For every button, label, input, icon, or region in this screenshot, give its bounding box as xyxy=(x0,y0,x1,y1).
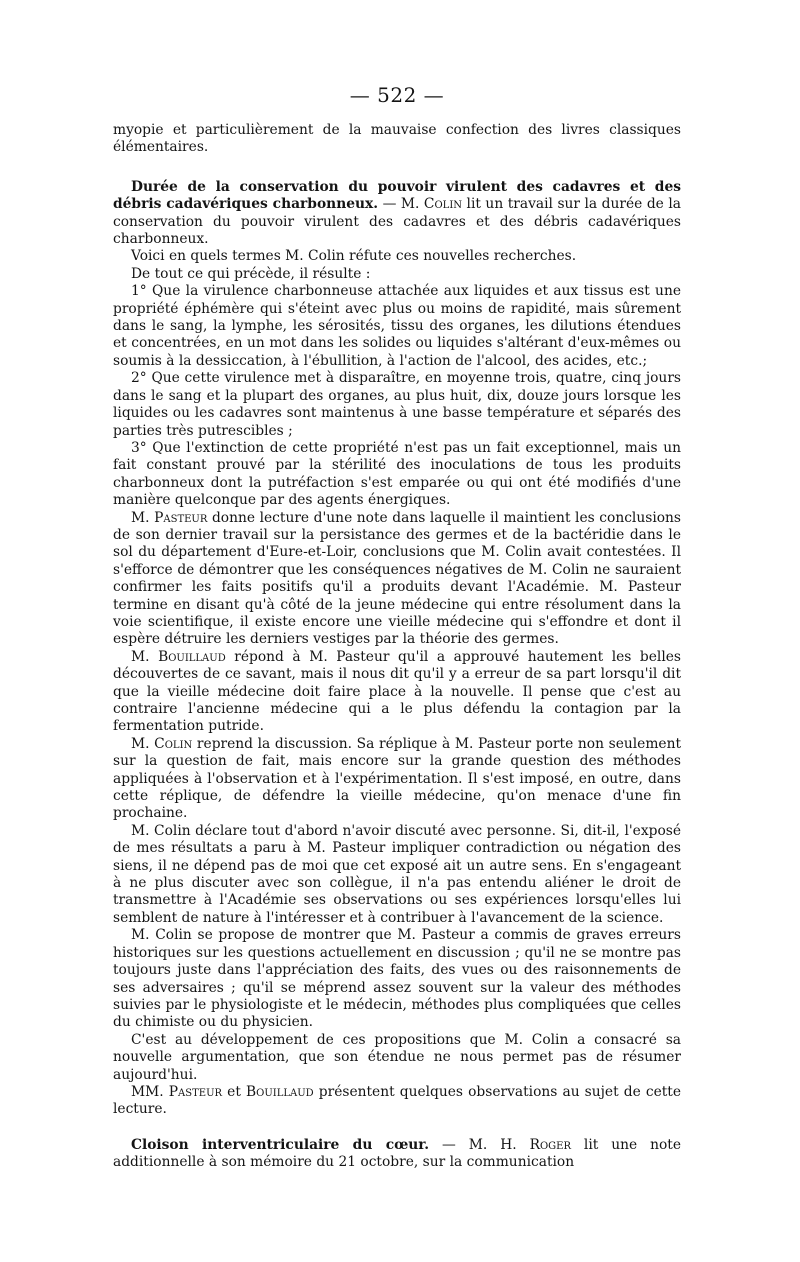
paragraph-text: lit un travail sur la durée de la conservation du pouvoir virulent des cadavres et des débris cadavériques charbonneux. xyxy=(113,196,681,248)
author-name: Pasteur xyxy=(154,509,208,526)
heading-dash: — M. H. xyxy=(429,1136,530,1153)
section-duree xyxy=(113,179,681,249)
author-name: Roger xyxy=(529,1136,571,1153)
paragraph-colin-reprend xyxy=(113,736,681,823)
paragraph-text: répond à M. Pasteur qu'il a approuvé hautement les belles découvertes de ce savant, mais il nous dit qu'il y a erreur de sa part lorsqu'il dit que la vieille médecine doit faire place à la nouvelle. Il pense que c'est au contraire l'ancienne médecine qui a le plus défendu la contagion par la fermentation putride. xyxy=(113,648,681,735)
paragraph-text: lit une note additionnelle à son mémoire du 21 octobre, sur la communication xyxy=(113,1136,681,1171)
author-name: Colin xyxy=(154,735,193,752)
section-heading-duree: Durée de la conservation du pouvoir virulent des cadavres et des débris cadavériques charbonneux. xyxy=(113,178,681,213)
mid-text: et xyxy=(222,1083,246,1100)
paragraph-colin-propose: M. Colin se propose de montrer que M. Pasteur a commis de graves erreurs historiques sur les questions actuellement en discussion ; qu'il ne se montre pas toujours juste dans l'appréciation des faits, des vues ou des raisonnements de ses adversaires ; qu'il se méprend assez souvent sur la valeur des méthodes suivies par le physiologiste et le médecin, méthodes plus compliquées que celles du chimiste ou du physicien. xyxy=(113,927,681,1031)
paragraph-pasteur xyxy=(113,510,681,649)
lead-text: MM. xyxy=(131,1083,169,1100)
paragraph-point-3: 3° Que l'extinction de cette propriété n'est pas un fait exceptionnel, mais un fait constant prouvé par la stérilité des inoculations de tous les produits charbonneux dont la putréfaction s'est emparée ou qui ont été modifiés d'une manière quelconque par des agents énergiques. xyxy=(113,439,681,509)
paragraph-intro: myopie et particulièrement de la mauvaise confection des livres classiques élémentaires. xyxy=(113,122,681,156)
section-heading-cloison: Cloison interventriculaire du cœur. xyxy=(131,1136,430,1153)
heading-dash: — M. xyxy=(378,196,424,213)
document-page xyxy=(113,82,681,1192)
page-number: — 522 — xyxy=(349,83,445,107)
paragraph-bouillaud xyxy=(113,649,681,736)
paragraph-point-2: 2° Que cette virulence met à disparaître, en moyenne trois, quatre, cinq jours dans le sang et la plupart des organes, au plus huit, dix, douze jours lorsque les liquides ou les cadavres sont maintenus à une basse température et séparés des parties très putrescibles ; xyxy=(113,370,681,439)
author-name: Pasteur xyxy=(168,1083,223,1100)
paragraph-developpement: C'est au développement de ces propositions que M. Colin a consacré sa nouvelle argumentation, que son étendue ne nous permet pas de résumer aujourd'hui. xyxy=(113,1031,681,1083)
paragraph-voici: Voici en quels termes M. Colin réfute ces nouvelles recherches. xyxy=(131,248,577,265)
lead-text: M. xyxy=(131,735,155,752)
lead-text: M. xyxy=(131,509,155,526)
paragraph-text: reprend la discussion. Sa réplique à M. Pasteur porte non seulement sur la question de fait, mais encore sur la grande question des méthodes appliquées à l'observation et à l'expérimentation. Il s'est imposé, en outre, dans cette réplique, de défendre la vieille médecine, qu'on menace d'une fin prochaine. xyxy=(113,735,681,822)
paragraph-mm xyxy=(113,1084,681,1119)
paragraph-text: donne lecture d'une note dans laquelle il maintient les conclusions de son dernier travail sur la persistance des germes et de la bactéridie dans le sol du département d'Eure-et-Loir, conclusions que M. Colin avait contestées. Il s'efforce de démontrer que les conséquences négatives de M. Colin ne sauraient confirmer les faits positifs qu'il a produits devant l'Académie. M. Pasteur termine en disant qu'à côté de la jeune médecine qui entre résolument dans la voie scientifique, il existe encore une vieille médecine qui s'effondre et dont il espère détruire les derniers vestiges par la théorie des germes. xyxy=(113,509,681,648)
author-name: Bouillaud xyxy=(158,648,226,665)
author-name-2: Bouillaud xyxy=(246,1083,314,1100)
paragraph-colin-declare: M. Colin déclare tout d'abord n'avoir discuté avec personne. Si, dit-il, l'exposé de mes résultats a paru à M. Pasteur impliquer contradiction ou négation des siens, il ne dépend pas de moi que cet exposé ait un autre sens. En s'engageant à ne plus discuter avec son collègue, il n'a pas entendu aliéner le droit de transmettre à l'Académie ses observations ou ses expériences lorsqu'elles lui semblent de nature à l'intéresser et à contribuer à l'avancement de la science. xyxy=(113,822,681,926)
lead-text: M. xyxy=(131,648,159,665)
paragraph-detout: De tout ce qui précède, il résulte : xyxy=(131,265,371,282)
paragraph-text: présentent quelques observations au sujet de cette lecture. xyxy=(113,1083,682,1118)
author-name: Colin xyxy=(423,196,463,213)
section-cloison xyxy=(113,1137,681,1172)
paragraph-point-1: 1° Que la virulence charbonneuse attachée aux liquides et aux tissus est une propriété éphémère qui s'éteint avec plus ou moins de rapidité, mais sûrement dans le sang, la lymphe, les sérosités, tissu des organes, les dilutions étendues et concentrées, en un mot dans les solides ou liquides s'altérant d'eux-mêmes ou soumis à la dessiccation, à l'ébullition, à l'action de l'alcool, des acides, etc.; xyxy=(113,283,681,369)
